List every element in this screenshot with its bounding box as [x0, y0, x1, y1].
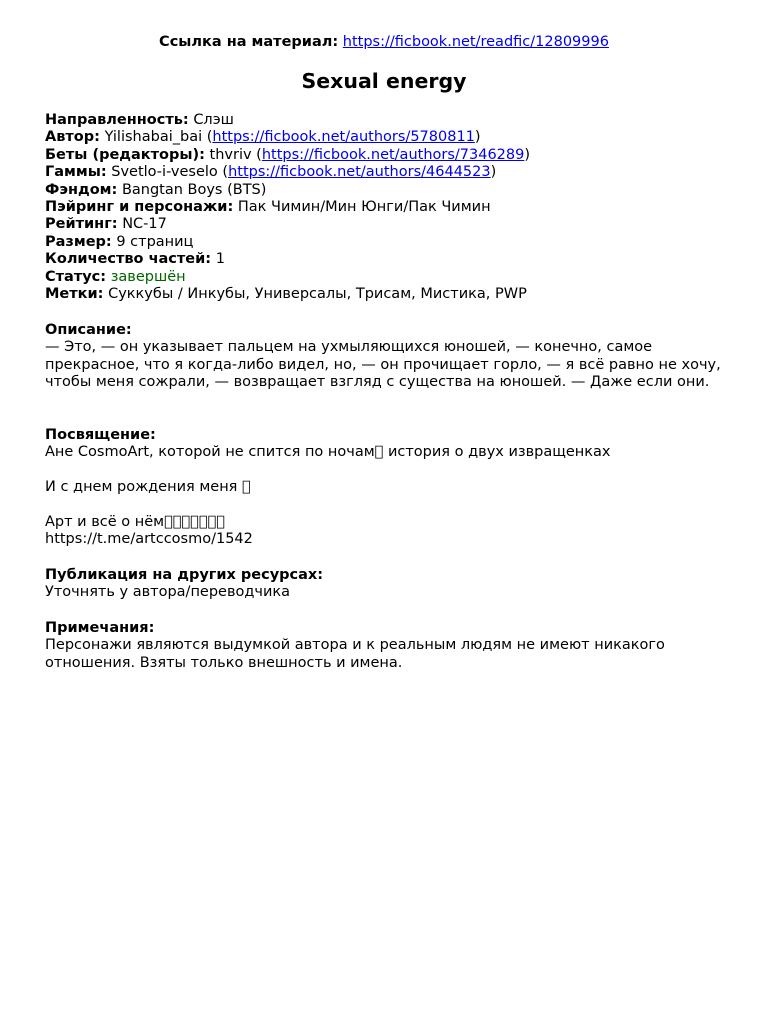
gammas-label: Гаммы: [45, 164, 107, 181]
author-name: Yilishabai_bai [104, 129, 203, 146]
author-link[interactable]: https://ficbook.net/authors/5780811 [212, 129, 475, 146]
betas-row: Беты (редакторы): thvriv (https://ficbook.net/authors/7346289) [45, 146, 531, 163]
notes-text: Персонажи являются выдумкой автора и к реальным людям не имеют никакого отношения. Взяты только внешность и имена. [45, 637, 665, 671]
metadata-block [45, 112, 735, 303]
tags-row [45, 286, 735, 303]
description-text: — Это, — он указывает пальцем на ухмыляющихся юношей, — конечно, самое прекрасное, что я когда-либо видел, но, — он прочищает горло, — я всё равно не хочу, чтобы меня сожрали, — возвращает взгляд с существа на юношей. — Даже если они. [45, 339, 721, 391]
pairing-row [45, 199, 735, 216]
betas-link[interactable]: https://ficbook.net/authors/7346289 [261, 146, 525, 163]
fandom-value: Bangtan Boys (BTS) [121, 181, 267, 198]
pairing-label: Пэйринг и персонажи: [45, 198, 234, 215]
size-row [45, 234, 735, 251]
rating-row [45, 216, 735, 233]
betas-name: thvriv [209, 146, 252, 163]
size-label: Размер: [45, 233, 112, 250]
direction-label: Направленность: [45, 112, 189, 128]
author-row: Автор: Yilishabai_bai (https://ficbook.net/authors/5780811) [45, 129, 481, 146]
dedication-section [45, 427, 735, 549]
publication-text: Уточнять у автора/переводчика [45, 584, 291, 601]
fandom-row [45, 182, 735, 199]
tags-value: Суккубы / Инкубы, Универсалы, Трисам, Мистика, PWP [108, 285, 527, 302]
dedication-line-1: Ане CosmoArt, которой не спится по ночам􏰀 история о двух извращенках [45, 444, 611, 461]
parts-value: 1 [215, 251, 225, 268]
parts-row [45, 251, 735, 268]
parts-label: Количество частей: [45, 251, 212, 268]
tags-label: Метки: [45, 285, 104, 302]
betas-label: Беты (редакторы): [45, 146, 205, 163]
pairing-value: Пак Чимин/Мин Юнги/Пак Чимин [237, 198, 491, 215]
direction-row [45, 112, 735, 129]
rating-label: Рейтинг: [45, 216, 118, 233]
dedication-line-2: И с днем рождения меня 􏰀 [45, 479, 251, 496]
source-link[interactable]: https://ficbook.net/readfic/12809996 [342, 34, 609, 50]
gammas-row: Гаммы: Svetlo-i-veselo (https://ficbook.net/authors/4644523) [45, 164, 497, 181]
source-line [0, 33, 768, 51]
gammas-link[interactable]: https://ficbook.net/authors/4644523 [228, 164, 491, 181]
dedication-heading: Посвящение: [45, 427, 156, 443]
author-label: Автор: [45, 129, 100, 146]
direction-value: Слэш [193, 112, 234, 128]
publication-section [45, 567, 735, 602]
work-title: Sexual energy [301, 69, 467, 93]
size-value: 9 страниц [116, 233, 194, 250]
status-value: завершён [110, 268, 186, 285]
notes-heading: Примечания: [45, 620, 155, 636]
fandom-label: Фэндом: [45, 181, 118, 198]
source-label: Ссылка на материал: [159, 34, 339, 50]
status-label: Статус: [45, 268, 107, 285]
gammas-name: Svetlo-i-veselo [111, 164, 218, 181]
rating-value: NC-17 [122, 216, 167, 233]
notes-section [45, 620, 735, 672]
description-section [45, 322, 735, 392]
description-heading: Описание: [45, 322, 132, 338]
dedication-url: https://t.me/artccosmo/1542 [45, 531, 253, 548]
status-row [45, 269, 735, 286]
dedication-line-3: Арт и всё о нём􏰀􏰀􏰀􏰀􏰀􏰀􏰀 [45, 514, 225, 530]
publication-heading: Публикация на других ресурсах: [45, 567, 324, 583]
